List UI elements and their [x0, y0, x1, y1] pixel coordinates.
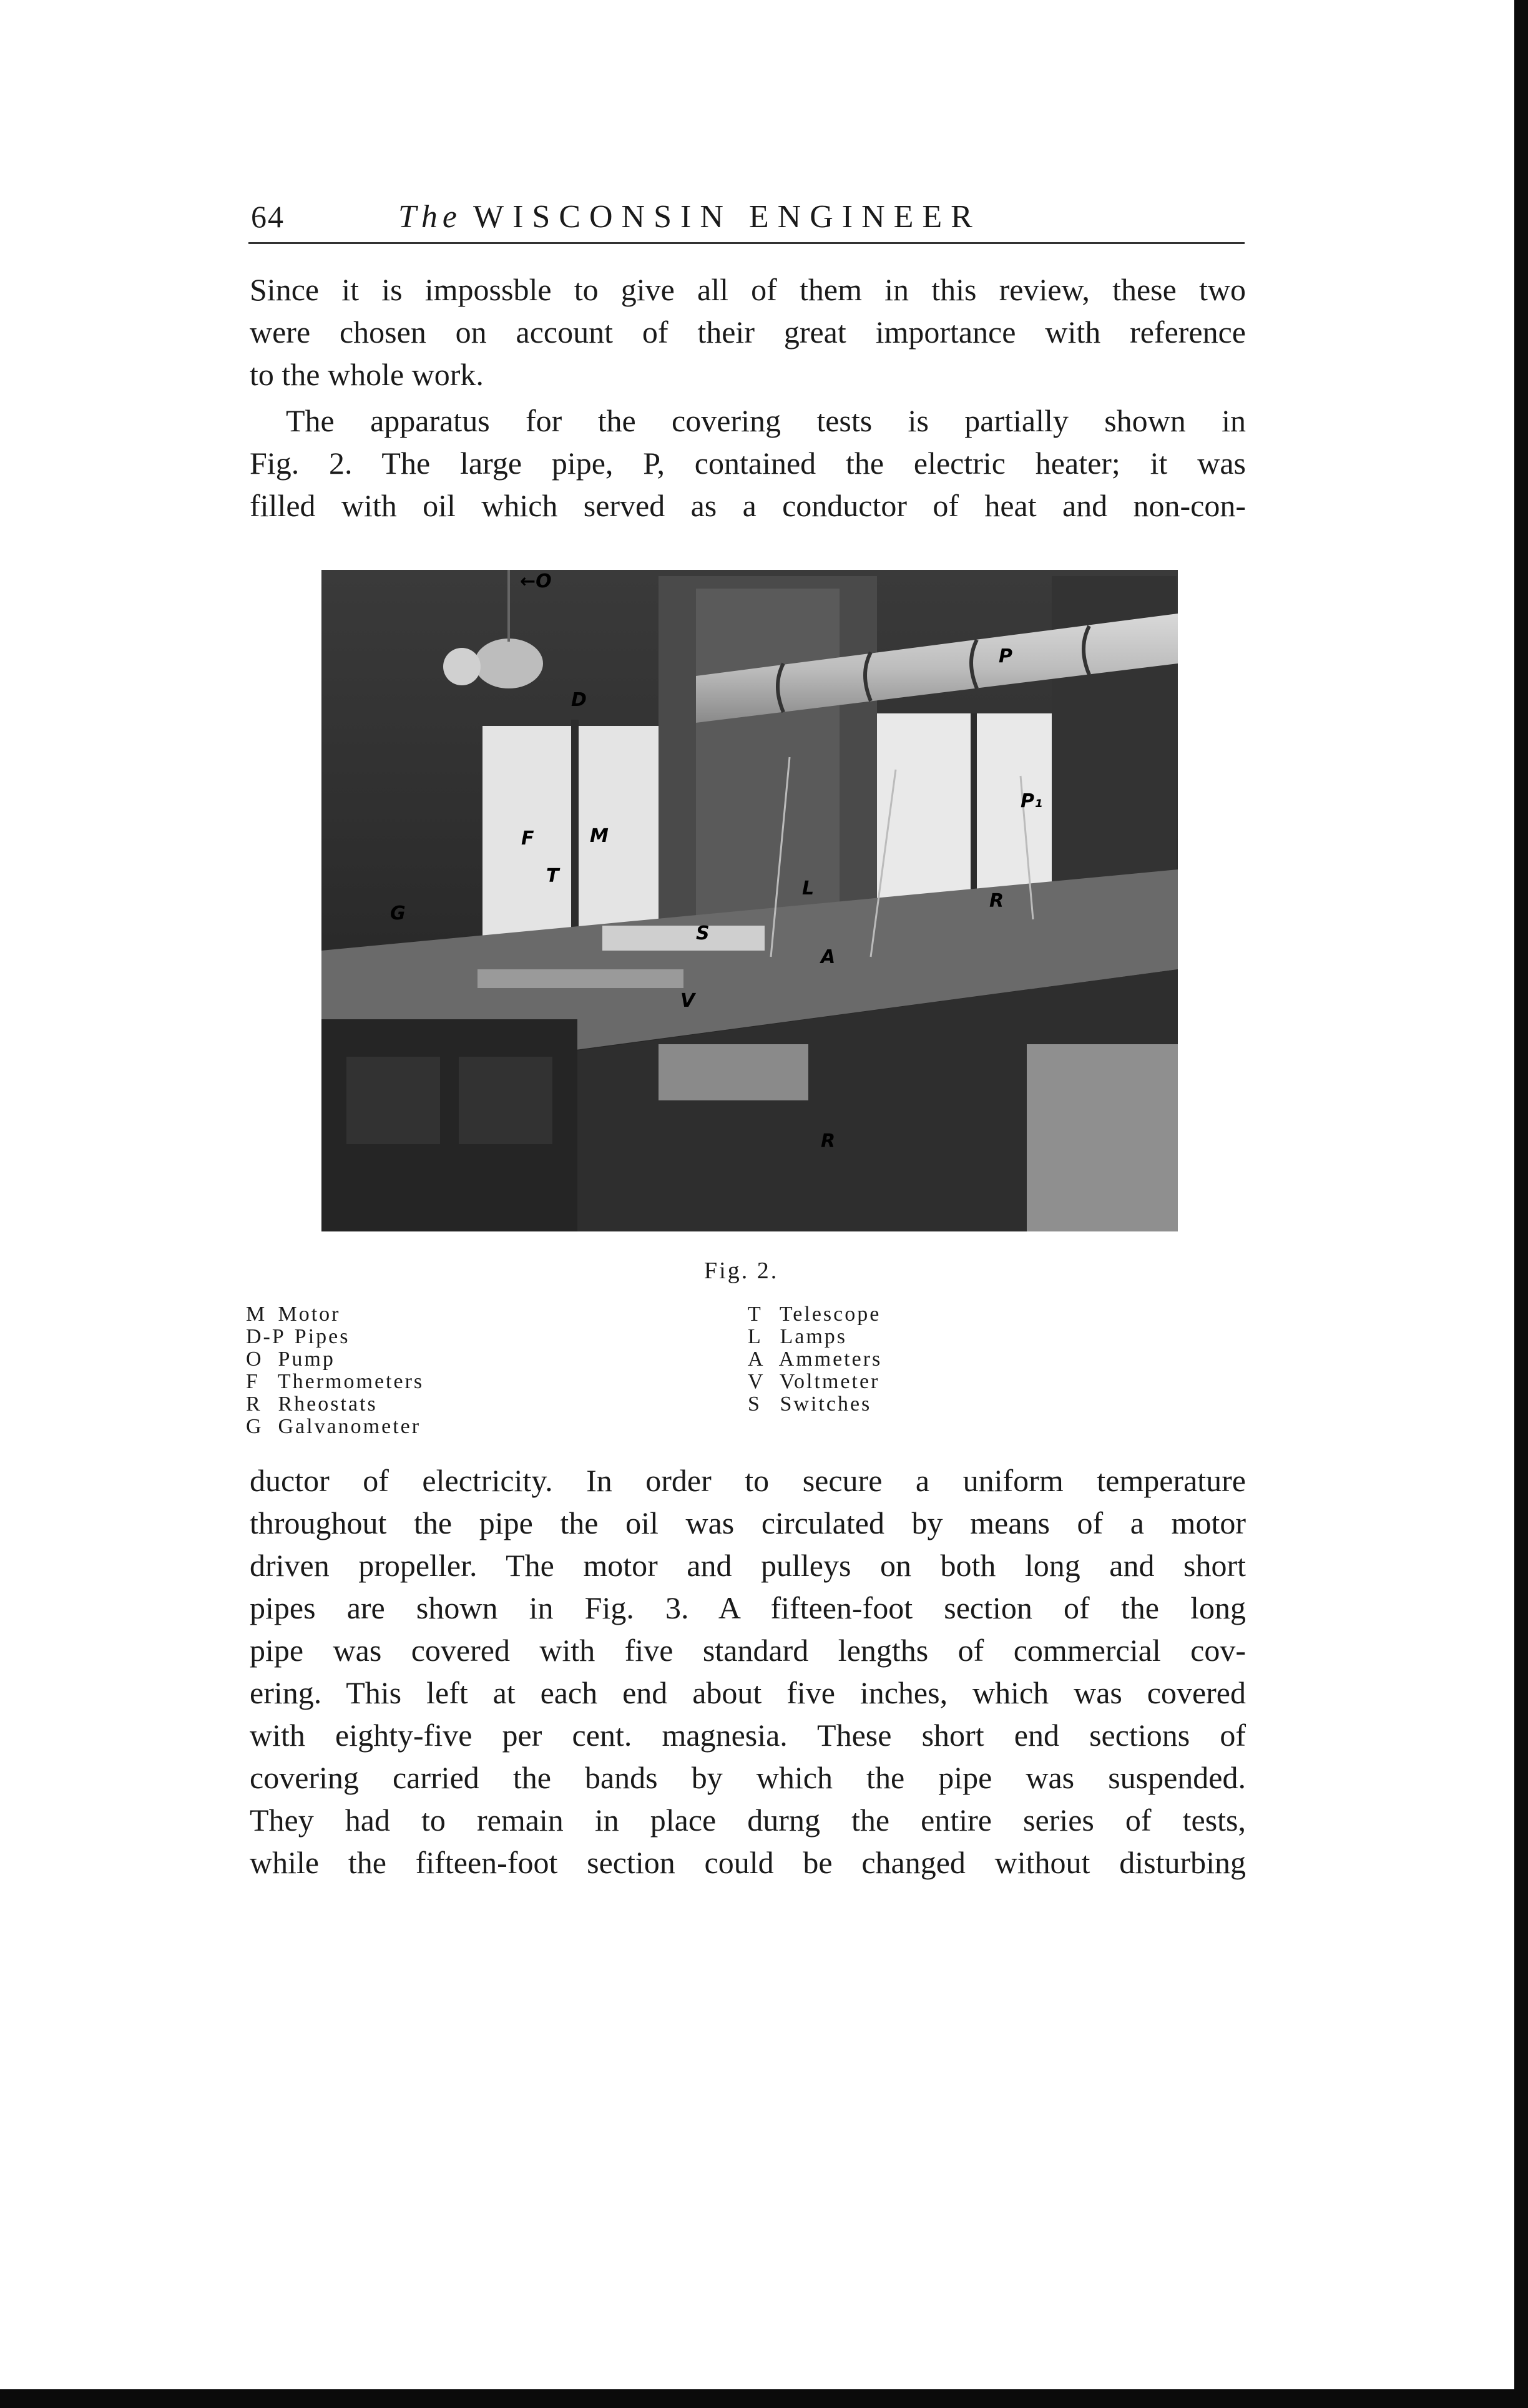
legend-item: [748, 1348, 882, 1371]
photo-label-s: S: [696, 923, 710, 944]
text-line: with eighty-five per cent. magnesia. These short end sections of: [250, 1718, 1246, 1753]
text-line: ductor of electricity. In order to secure a uniform temperature: [250, 1463, 1246, 1498]
figure-apparatus-photo: [321, 570, 1178, 1231]
legend-label: Lamps: [780, 1325, 848, 1348]
photo-label-v: V: [680, 990, 695, 1012]
legend-label: Voltmeter: [779, 1370, 880, 1393]
running-head: [248, 198, 1245, 244]
legend-label: Thermometers: [277, 1370, 424, 1393]
legend-item: [748, 1303, 882, 1326]
paragraph-apparatus: [250, 399, 1246, 527]
photo-label-r: R: [989, 890, 1004, 912]
legend-key: M: [246, 1303, 267, 1326]
text-line: ering. This left at each end about five inches, which was covered: [250, 1675, 1246, 1710]
legend-item: [246, 1393, 424, 1416]
legend-item: [246, 1303, 424, 1326]
legend-key: R: [246, 1392, 262, 1416]
photo-label-a: A: [821, 946, 836, 968]
text-line: were chosen on account of their great importance with reference: [250, 315, 1246, 350]
lamps: [602, 926, 765, 951]
legend-label: Switches: [780, 1392, 872, 1416]
text-line: to the whole work.: [250, 357, 484, 392]
photo-label-r2: R: [821, 1130, 836, 1152]
text-line: throughout the pipe the oil was circulated by means of a motor: [250, 1505, 1246, 1540]
text-line: while the fifteen-foot section could be changed without disturbing: [250, 1845, 1246, 1880]
legend-key: D-P: [246, 1325, 286, 1348]
photo-label-l: L: [802, 878, 815, 899]
legend-item: [748, 1393, 882, 1416]
photo-label-g: G: [390, 903, 406, 924]
legend-key: G: [246, 1415, 263, 1438]
photo-label-t: T: [546, 865, 559, 887]
motor-shape: [474, 639, 543, 688]
scan-edge-right: [1514, 0, 1528, 2408]
legend-label: Ammeters: [778, 1348, 883, 1371]
journal-title: [398, 198, 981, 235]
paragraph-continuation: [250, 1459, 1246, 1884]
legend-key: A: [748, 1348, 765, 1371]
journal-title-name: WISCONSIN ENGINEER: [473, 199, 981, 235]
legend-label: Pump: [278, 1348, 335, 1371]
text-line: They had to remain in place durng the entire series of tests,: [250, 1803, 1246, 1838]
journal-title-the: The: [398, 199, 462, 235]
photo-label-o: ←O: [520, 570, 552, 592]
text-line: The apparatus for the covering tests is partially shown in: [286, 403, 1246, 438]
page-number: 64: [251, 199, 285, 234]
paragraph-intro: [250, 268, 1246, 396]
photo-label-p1: P₁: [1021, 790, 1043, 812]
legend-key: O: [246, 1348, 263, 1371]
legend-label: Telescope: [779, 1303, 881, 1326]
text-line: pipe was covered with five standard lengths of commercial cov-: [250, 1633, 1246, 1668]
legend-label: Rheostats: [278, 1392, 378, 1416]
legend-key: S: [748, 1392, 762, 1416]
text-line: Since it is impossble to give all of them in this review, these two: [250, 272, 1246, 307]
legend-key: L: [748, 1325, 763, 1348]
text-line: Fig. 2. The large pipe, P, contained the electric heater; it was: [250, 446, 1246, 481]
legend-item: [748, 1326, 882, 1348]
figure-legend-left: [246, 1303, 424, 1438]
photo-label-p: P: [999, 645, 1012, 667]
drawer-box: [659, 1044, 808, 1100]
legend-key: V: [748, 1370, 765, 1393]
legend-label: Motor: [278, 1303, 341, 1326]
text-line: driven propeller. The motor and pulleys on both long and short: [250, 1548, 1246, 1583]
photo-label-m: M: [590, 825, 609, 847]
legend-label: Pipes: [294, 1325, 350, 1348]
apparatus-photo-illustration: [321, 570, 1178, 1231]
figure-caption: Fig. 2.: [704, 1258, 779, 1284]
photo-label-f: F: [521, 828, 534, 849]
text-line: pipes are shown in Fig. 3. A fifteen-foot section of the long: [250, 1590, 1246, 1625]
text-line: filled with oil which served as a conductor of heat and non-con-: [250, 488, 1246, 523]
legend-item: [246, 1416, 424, 1438]
legend-key: F: [246, 1370, 260, 1393]
legend-key: T: [748, 1303, 763, 1326]
text-line: covering carried the bands by which the pipe was suspended.: [250, 1760, 1246, 1795]
scan-edge-bottom: [0, 2389, 1528, 2408]
figure-legend-right: [748, 1303, 882, 1416]
legend-item: [748, 1371, 882, 1393]
legend-item: [246, 1348, 424, 1371]
legend-item: [246, 1371, 424, 1393]
photo-label-d: D: [571, 689, 587, 711]
legend-item: [246, 1326, 424, 1348]
legend-label: Galvanometer: [278, 1415, 421, 1438]
